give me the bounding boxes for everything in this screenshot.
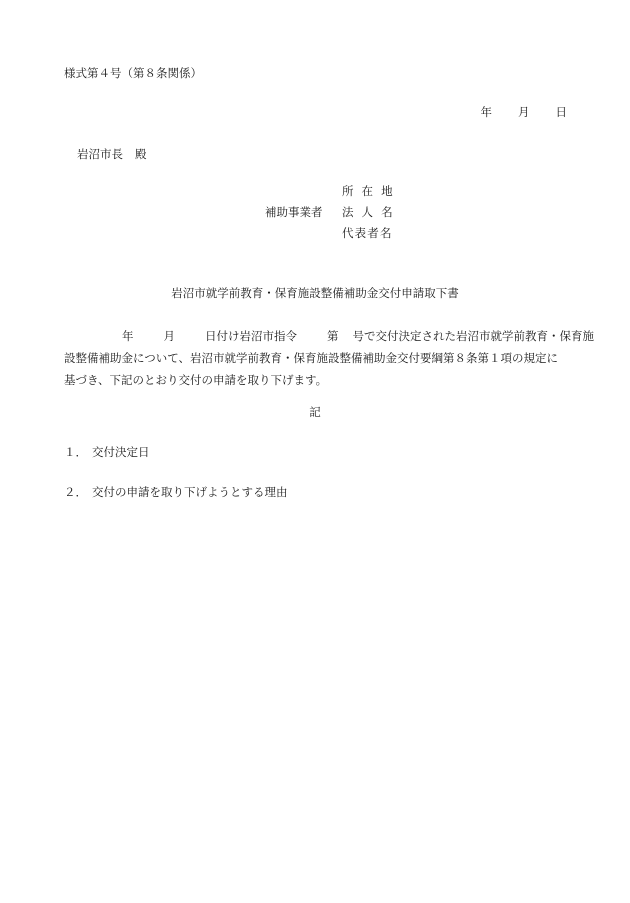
applicant-fields [342, 186, 401, 249]
body-row1-b: 第 [327, 329, 339, 343]
body-row-3: 基づき、下記のとおり交付の申請を取り下げます。 [64, 373, 328, 387]
addressee [77, 149, 147, 161]
field-address: 所在地 [342, 184, 401, 198]
body-row-1 [64, 325, 594, 347]
ki-heading: 記 [309, 405, 321, 419]
date-day: 日 [555, 105, 567, 119]
body-row1-a: 日付け岩沼市指令 [205, 329, 297, 343]
body-month: 月 [163, 329, 175, 343]
date-line [481, 107, 568, 119]
document-title: 岩沼市就学前教育・保育施設整備補助金交付申請取下書 [171, 286, 459, 300]
date-year: 年 [480, 105, 492, 119]
body-row1-c: 号で交付決定された岩沼市就学前教育・保育施 [352, 329, 594, 343]
body-row-2: 設整備補助金について、岩沼市就学前教育・保育施設整備補助金交付要綱第８条第１項の規定に [64, 351, 559, 365]
body-paragraph [64, 325, 594, 391]
field-representative-name: 代表者名 [342, 226, 393, 240]
item-number: １． [64, 445, 87, 459]
list-item [64, 487, 288, 499]
item-number: ２． [64, 485, 87, 499]
addressee-name: 岩沼市長 [77, 147, 123, 161]
applicant-label: 補助事業者 [265, 205, 323, 219]
item-text: 交付の申請を取り下げようとする理由 [92, 485, 288, 499]
body-year: 年 [122, 329, 134, 343]
form-number: 様式第４号（第８条関係） [64, 66, 202, 80]
list-item [64, 447, 150, 459]
addressee-honorific: 殿 [135, 147, 147, 161]
item-text: 交付決定日 [92, 445, 150, 459]
date-month: 月 [518, 105, 530, 119]
field-corporation-name: 法人名 [342, 205, 401, 219]
